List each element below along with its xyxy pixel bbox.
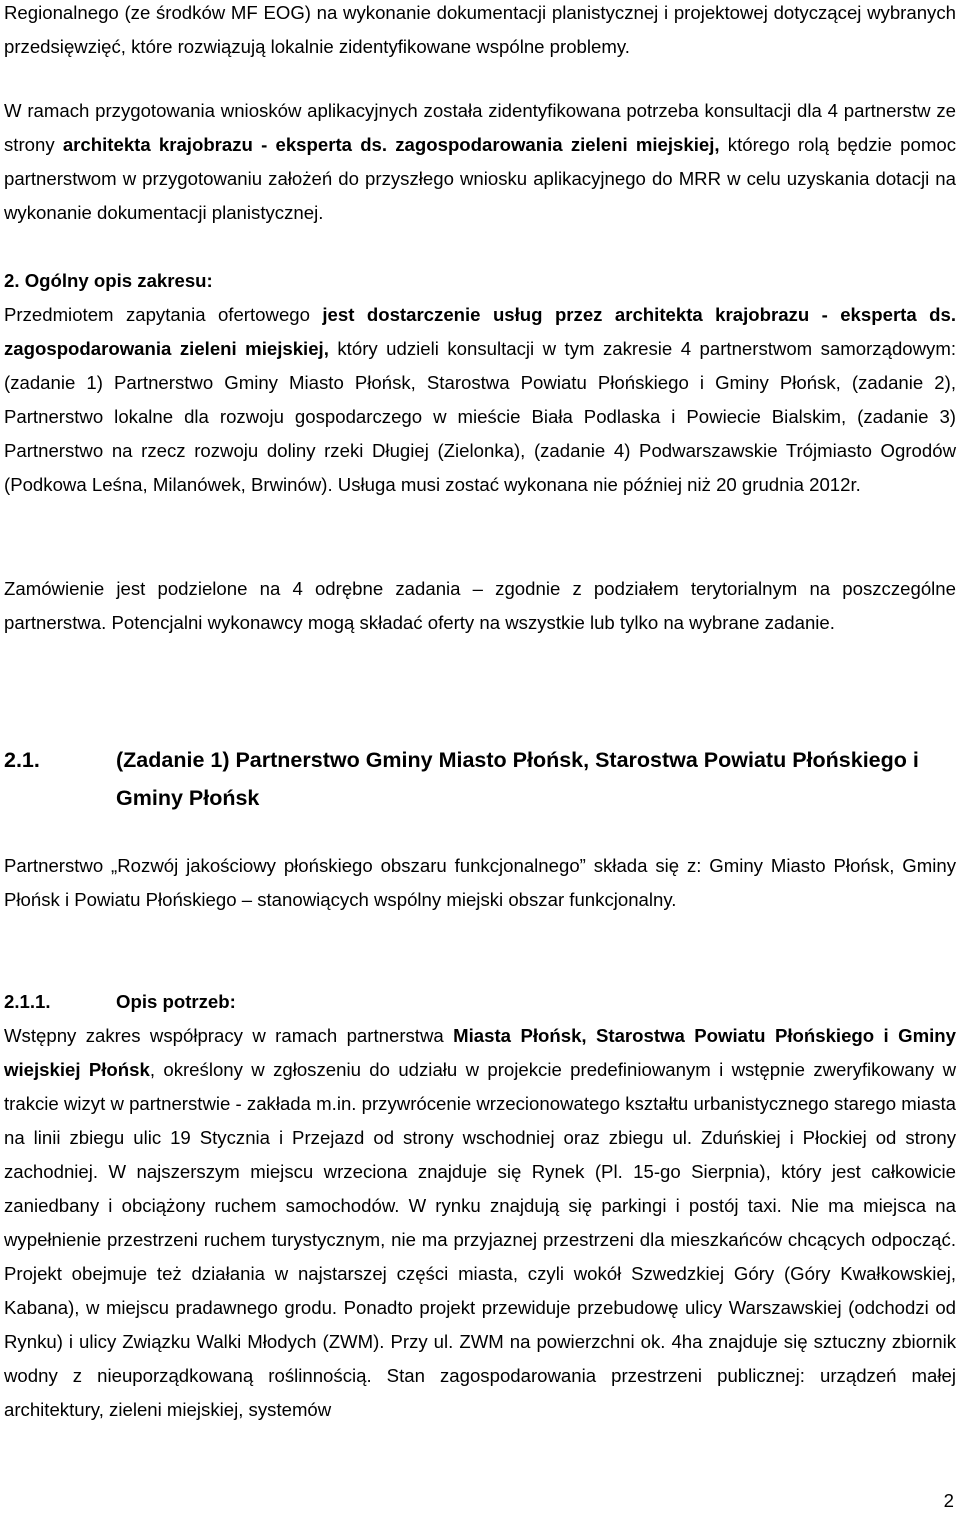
- section-2-p1-text-c: który udzieli konsultacji w tym zakresie 4 partnerstwom samorządowym: (zadanie 1) Partnerstwo Gminy Miasto Płońsk, Starostwa Powiatu Płońskiego i Gminy Płońsk, (zadanie 2), Partnerstwo lokalne dla rozwoju gospodarczego w mieście Biała Podlaska i Powiecie Bialskim, (zadanie 3) Partnerstwo na rzecz rozwoju doliny rzeki Długiej (Zielonka), (zadanie 4) Podwarszawskie Trójmiasto Ogrodów (Podkowa Leśna, Milanówek, Brwinów). Usługa musi zostać wykonana nie później niż 20 grudnia 2012r.: [4, 338, 957, 495]
- section-2-p1-text-a: Przedmiotem zapytania ofertowego: [4, 304, 323, 325]
- section-2-1-1-paragraph-1: [4, 1019, 956, 1427]
- intro-p2-text-c: którego rolą będzie pomoc partnerstwom w przygotowaniu założeń do przyszłego wniosku aplikacyjnego do MRR w celu uzyskania dotacji na wykonanie dokumentacji planistycznej.: [4, 134, 956, 223]
- section-2-paragraph-2: Zamówienie jest podzielone na 4 odrębne zadania – zgodnie z podziałem terytorialnym na poszczególne partnerstwa. Potencjalni wykonawcy mogą składać oferty na wszystkie lub tylko na wybrane zadanie.: [4, 578, 956, 633]
- section-2-1-1-heading: [4, 985, 956, 1019]
- section-2-p1-bold: jest dostarczenie usług przez architekta krajobrazu - eksperta ds. zagospodarowania zieleni miejskiej,: [4, 304, 956, 359]
- section-2-1-number: 2.1.: [4, 748, 40, 772]
- intro-paragraph-2: [4, 94, 956, 230]
- section-2-1-title-line-2: Gminy Płońsk: [116, 786, 260, 810]
- section-2-1-paragraph-1: Partnerstwo „Rozwój jakościowy płońskiego obszaru funkcjonalnego” składa się z: Gminy Miasto Płońsk, Gminy Płońsk i Powiatu Płońskiego – stanowiących wspólny miejski obszar funkcjonalny.: [4, 855, 956, 910]
- section-2-1-1-p1-text-c: , określony w zgłoszeniu do udziału w projekcie predefiniowanym i wstępnie zweryfikowany w trakcie wizyt w partnerstwie - zakłada m.in. przywrócenie wrzecionowatego kształtu urbanistycznego starego miasta na linii zbiegu ulic 19 Stycznia i Przejazd od strony wschodniej oraz zbiegu ul. Zduńskiej i Płockiej od strony zachodniej. W najszerszym miejscu wrzeciona znajduje się Rynek (Pl. 15-go Sierpnia), który jest całkowicie zaniedbany i obciążony ruchem samochodów. W rynku znajdują się parkingi i postój taxi. Nie ma miejsca na wypełnienie przestrzeni ruchem turystycznym, nie ma przyjaznej przestrzeni dla mieszkańców chcących odpocząć. Projekt obejmuje też działania w najstarszej części miasta, czyli wokół Szwedzkiej Góry (Góry Kwałkowskiej, Kabana), w miejscu pradawnego grodu. Ponadto projekt przewiduje przebudowę ulicy Warszawskiej (odchodzi od Rynku) i ulicy Związku Walki Młodych (ZWM). Przy ul. ZWM na powierzchni ok. 4ha znajduje się sztuczny zbiornik wodny z nieuporządkowaną roślinnością. Stan zagospodarowania przestrzeni publicznej: urządzeń małej architektury, zieleni miejskiej, systemów: [4, 1059, 956, 1420]
- intro-p2-bold: architekta krajobrazu - eksperta ds. zagospodarowania zieleni miejskiej,: [62, 134, 720, 155]
- section-2-title: Ogólny opis zakresu:: [24, 270, 213, 291]
- section-2-1-1-p1-text-a: Wstępny zakres współpracy w ramach partnerstwa: [4, 1025, 454, 1046]
- intro-paragraph-1: Regionalnego (ze środków MF EOG) na wykonanie dokumentacji planistycznej i projektowej dotyczącej wybranych przedsięwzięć, które rozwiązują lokalnie zidentyfikowane wspólne problemy.: [4, 2, 956, 57]
- section-2-1-1-number: 2.1.1.: [4, 991, 51, 1012]
- section-2-1-title-line-1: (Zadanie 1) Partnerstwo Gminy Miasto Płońsk, Starostwa Powiatu Płońskiego i: [116, 748, 919, 772]
- intro-p2-text-a: W ramach przygotowania wniosków aplikacyjnych została zidentyfikowana potrzeba konsultacji dla 4 partnerstw ze strony: [4, 100, 956, 155]
- section-2-1-heading: [4, 741, 956, 817]
- page-number: 2: [943, 1490, 954, 1511]
- section-2-paragraph-1: [4, 298, 956, 502]
- section-2-heading: [4, 264, 956, 298]
- section-2-number: 2.: [4, 270, 20, 291]
- section-2-1-1-title: Opis potrzeb:: [116, 991, 236, 1012]
- section-2-1-1-p1-bold: Miasta Płońsk, Starostwa Powiatu Płońskiego i Gminy wiejskiej Płońsk: [4, 1025, 956, 1080]
